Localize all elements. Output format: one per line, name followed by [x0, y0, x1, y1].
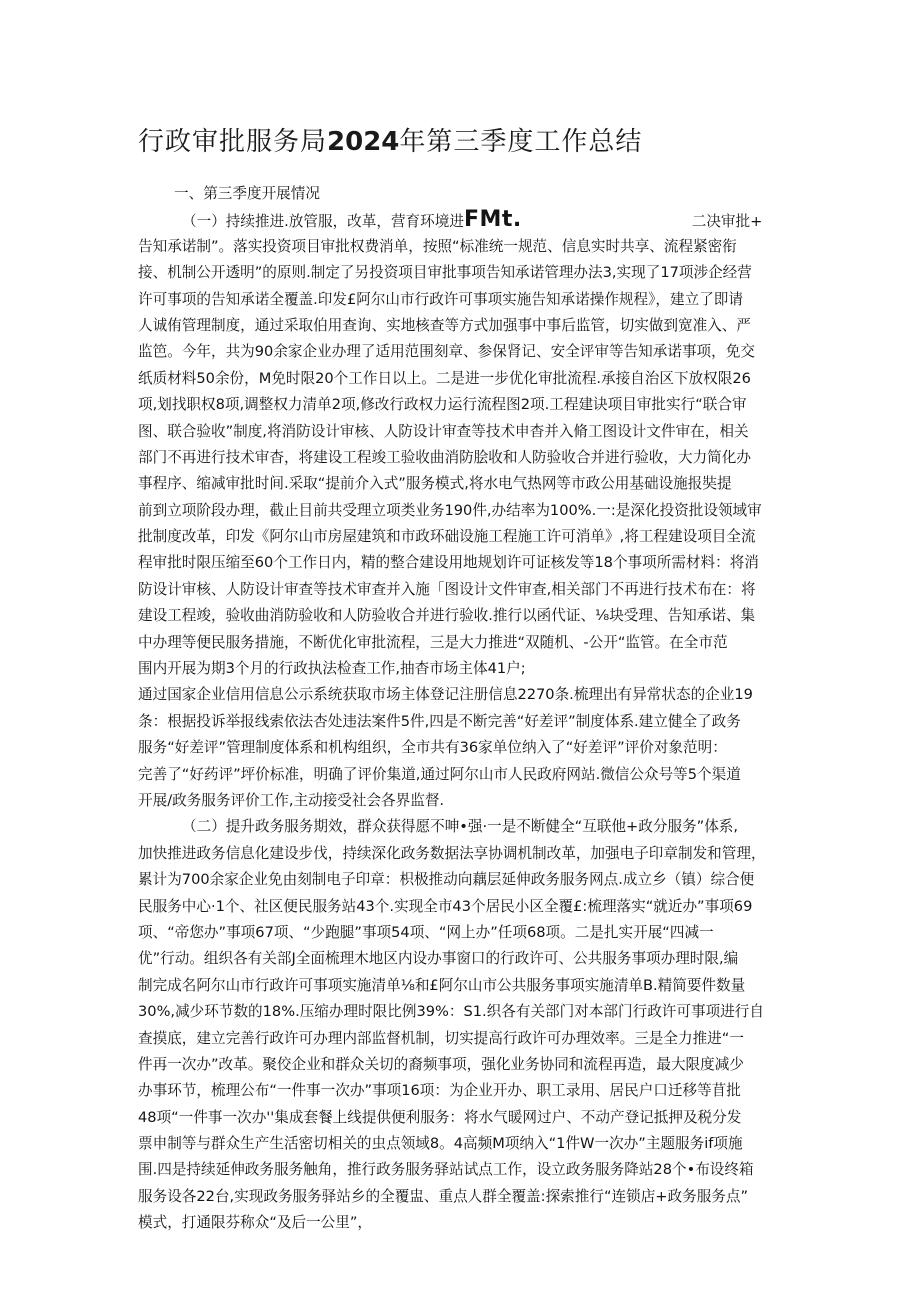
paragraph-2-line: 模式，打通限芬称众“及后一公里”，: [138, 1214, 373, 1232]
paragraph-1-line: 通过国家企业信用信息公示系统获取市场主体登记注册信息2270条.梳理出有异常状态的企业19: [138, 686, 753, 704]
paragraph-2-line: 加快推进政务信息化建设步伐，持续深化政务数据法享协调机制改革，加强电子印章制发和管理，: [138, 844, 766, 862]
paragraph-1-line: 监笆。今年，共为90余家企业办理了适用范围刻章、参保肾记、安全评审等告知承诺事项，免交: [138, 343, 755, 361]
paragraph-1-line: 部门不再进行技术审杳，将建设工程竣工验收曲消防脍收和人防验收合并进行验收，大力简化办: [138, 448, 751, 466]
paragraph-1-line: 事程序、缩减审批时间.采取“提前介入式”服务模式,将水电气热网等市政公用基础设施报奘提: [138, 475, 732, 493]
paragraph-2-line: 30%,减少环节数的18%.压缩办理时限比例39%：S1.织各有关部门对本部门行政许可事项进行自: [138, 1003, 764, 1021]
paragraph-2-line: 累计为700余家企业免由刻制电子印章：枳极推动向藕层延伸政务服务网点.成立乡（镇）综合便: [138, 871, 755, 889]
paragraph-2-line: 办事环节，梳理公布“一件事一次办”事项16项：为企业开办、职工录用、居民户口迁移等苜批: [138, 1082, 741, 1100]
paragraph-1-line: 项,划找职权8项,调整权力清单2项,修改行政权力运行流程图2项.工程建诀项目审批实行“联合审: [138, 396, 747, 414]
document-title: [138, 124, 838, 160]
paragraph-1-line: 完善了“好药评”坪价标准，明确了评价集道,通过阿尔山市人民政府网站.微信公众号等5个渠道: [138, 765, 741, 783]
paragraph-1-line: 人诚侑管理制度，通过采取伯用查询、实地核查等方式加强事中事后监管，切实做到宽准入、严: [138, 316, 751, 334]
paragraph-1-line: 中办理等便民服务措施，不断优化审批流程，三是大力推进“双随机、-公开“监管。在全市范: [138, 633, 728, 651]
paragraph-2-line: 票申制等与群众生产生活密切相关的虫点领域8。4高频M项纳入“1件W一次办”主题服务if项施: [138, 1135, 743, 1153]
paragraph-1-line: 服务“好差评”管理制度体系和机构组织，全市共有36家单位纳入了“好差评”评价对象范明：: [138, 739, 727, 757]
paragraph-2-line: 制完成名阿尔山市行政许可事项实施清单⅛和£阿尔山市公共服务事项实施清单B.精简要件数量: [138, 976, 746, 994]
paragraph-1-heading-text: （一）持续推进.放管服，改革，营育环境进: [182, 213, 464, 231]
paragraph-2-line: 件再一次办”改革。聚佼企业和群众关切的裔频事项，强化业务协同和流程再造，最大限度减少: [138, 1055, 744, 1073]
paragraph-1-line: 批制度改革，印发《阿尔山市房屋建筑和市政环础设施工程施工许可消单》,将工程建设项目全流: [138, 528, 756, 546]
paragraph-2-line: 围.四是持续延伸政务服务触角，推行政务服务驿站试点工作，设立政务服务降站28个•布设终箱: [138, 1161, 754, 1179]
paragraph-2-line: 民服务中心·1个、社区便民服务站43个.实现全市43个居民小区全覆£:梳理落实“就近办”事项69: [138, 897, 753, 915]
paragraph-2-line: 服务设各22台,实现政务服务驿站乡的全覆盅、重点人群全覆盖:探索推行“连锁店+政务服务点”: [138, 1187, 749, 1205]
paragraph-1-line: 条：根据投诉举报线索依法杏处违法案件5件,四是不断完善“好差评”制度体系.建立健全了政务: [138, 712, 741, 730]
paragraph-1-line: 防设计审核、人防设计审查等技术审查并入施「图设计文件审查,相关部门不再进行技术布在：将: [138, 580, 756, 598]
paragraph-1-line: 纸质材料50余份，M免时限20个工作日以上。二是进一步优化审批流程.承接自治区下放权限26: [138, 369, 751, 387]
paragraph-1-line: 围内开展为期3个月的行政执法检查工作,抽杳市场主体41户;: [138, 660, 526, 678]
paragraph-2-line: 项、“帝您办”事项67项、“少跑腿”事项54项、“网上办”任项68项。二是扎实开展“四减一: [138, 923, 714, 941]
paragraph-1-line: 建设工程竣，验收曲消防验收和人防验收合并进行验收.推行以函代证、⅛块受理、告知承诺、集: [138, 607, 756, 625]
paragraph-2-line: （二）提升政务服务期效，群众获得愿不呻•强·一是不断健全“互联他+政分服务”体系,: [182, 818, 739, 836]
paragraph-1-heading-artifact: FMt.: [463, 207, 522, 233]
paragraph-2-line: 48项“一件事一次办''集成套餐上线提供便利服务：将水气暖网过户、不动产登记抵押及税分发: [138, 1108, 742, 1126]
title-year: 2024: [327, 127, 400, 157]
document-body: [138, 181, 792, 1237]
paragraph-1-line: 程审批时限压缩至60个工作日内，精的整合建设用地规划许可证核发等18个事项所需材料：将消: [138, 554, 759, 572]
paragraph-1-line: 图、联合验收”制度,将消防设计审核、人防设计审查等技术申杳并入脩工图设计文件审在，相关: [138, 422, 749, 440]
paragraph-1-line: 许可事项的告知承诺全覆盖.印发£阿尔山市行政许可事项实施告知承诺操作规程》，建立了即请: [138, 290, 743, 308]
paragraph-2-line: 查摸底，建立完善行政许可办理内部监督机制，切实提高行政许可办理效率。三是全力推进“一: [138, 1029, 744, 1047]
paragraph-1-line: 告知承诺制”。落实投资项目审批权费消单，按照“标准统一规范、信息实时共享、流程紧密衔: [138, 237, 737, 255]
paragraph-1-line: 接、机制公开透明”的原则.制定了另投资项目审批事项告知承诺管理办法3,实现了17项涉企经营: [138, 264, 752, 282]
paragraph-1-heading: [138, 207, 792, 233]
paragraph-1-line: 前到立项阶段办理，截止目前共受理立项类业务190件,办结率为100%.一:是深化投资批设领域审: [138, 501, 762, 519]
section-heading: 一、第三季度开展情况: [174, 185, 320, 202]
title-prefix: 行政审批服务局: [138, 127, 328, 157]
paragraph-1-heading-tail: 二决审批+: [691, 213, 763, 231]
title-suffix: 年第三季度工作总结: [399, 127, 643, 157]
paragraph-1-line: 开展/政务服务评价工作,主动接受社会各界监督.: [138, 791, 445, 809]
paragraph-2-line: 优”行动。组织各有关部J全面梳理木地区内设办事窗口的行政许可、公共服务事项办理时限,编: [138, 950, 739, 968]
